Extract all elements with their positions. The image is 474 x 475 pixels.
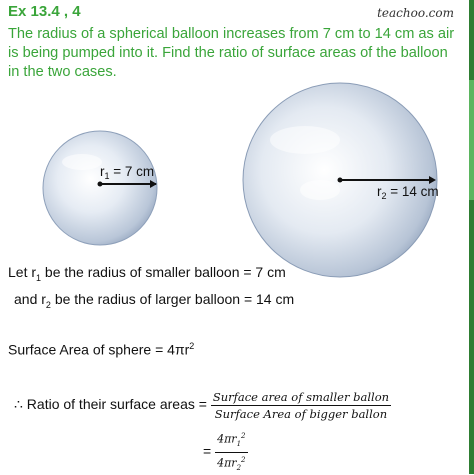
solution-line-1: Let $r_1$ be the radius of smaller balloon = 7 cm <box>8 264 286 283</box>
large-radius-label: $r_2 = 14$ cm <box>377 184 439 201</box>
surface-area-formula: Surface Area of sphere = $4\pi r^2$ <box>8 341 195 358</box>
brand-logo: teachoo.com <box>377 6 454 20</box>
exercise-title: Ex 13.4 , 4 <box>8 3 81 20</box>
ratio-statement: ∴ Ratio of their surface areas = $\frac{\text{Surface area of smaller ballon}}{\text{Surface Area of bigger ballon}}$ <box>14 390 390 421</box>
ratio-fraction: $\frac{\text{Surface area of smaller ballon}}{\text{Surface Area of bigger ballon}}$ <box>212 390 390 421</box>
small-radius-label: $r_1 = 7$ cm <box>100 164 155 181</box>
large-center-dot <box>338 178 343 183</box>
small-balloon <box>43 131 157 245</box>
ratio-fraction-2: $\frac{4\pi r_1^2}{4\pi r_2^2}$ <box>217 432 246 472</box>
small-balloon-shine <box>62 154 102 170</box>
ratio-simplified: = $\frac{4\pi r_1^2}{4\pi r_2^2}$ <box>203 430 248 475</box>
large-balloon-shine <box>270 126 340 154</box>
large-balloon-highlight <box>300 180 340 200</box>
question-text: The radius of a spherical balloon increases from 7 cm to 14 cm as air is being pumped into it. Find the ratio of surface areas of the balloon in the two cases. <box>8 26 455 80</box>
solution-line-2: and $r_2$ be the radius of larger balloon = 14 cm <box>14 291 295 310</box>
small-center-dot <box>98 182 103 187</box>
